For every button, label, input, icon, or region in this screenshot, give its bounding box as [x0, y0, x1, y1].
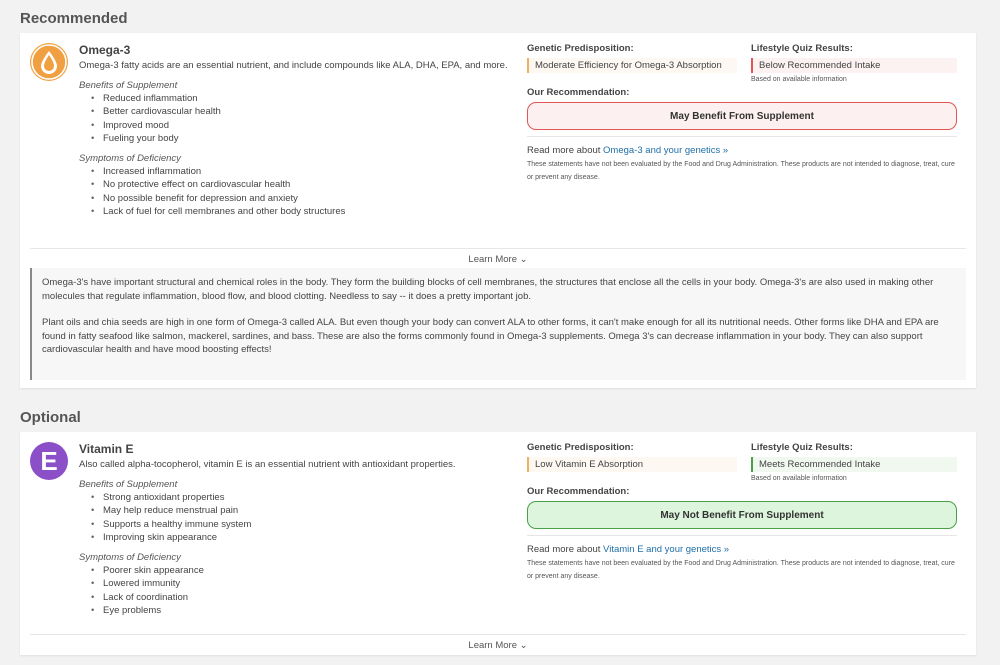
learn-more-button[interactable]: Learn More ⌄ [30, 248, 966, 268]
list-item: • Reduced inflammation [91, 92, 519, 106]
list-item: • No possible benefit for depression and anxiety [91, 192, 519, 206]
recommendation-label: Our Recommendation: [527, 486, 630, 497]
read-more-text [527, 144, 957, 157]
supplement-description: Also called alpha-tocopherol, vitamin E is an essential nutrient with antioxidant properties. [79, 459, 456, 470]
learn-more-button[interactable]: Learn More ⌄ [30, 634, 966, 655]
benefits-heading: Benefits of Supplement [79, 79, 178, 91]
genetic-label: Genetic Predisposition: [527, 43, 634, 54]
list-item: • May help reduce menstrual pain [91, 504, 519, 518]
genetic-value: Moderate Efficiency for Omega-3 Absorption [527, 58, 737, 73]
fda-disclaimer: These statements have not been evaluated by the Food and Drug Administration. These products are not intended to diagnose, treat, cure or prevent any disease. [527, 560, 955, 580]
based-on-note: Based on available information [751, 76, 847, 83]
recommendation-badge[interactable]: May Benefit From Supplement [527, 102, 957, 130]
read-more-text [527, 543, 957, 556]
symptoms-list [91, 165, 519, 219]
list-item: • Fueling your body [91, 132, 519, 146]
expanded-details [30, 268, 966, 380]
fda-disclaimer: These statements have not been evaluated by the Food and Drug Administration. These products are not intended to diagnose, treat, cure or prevent any disease. [527, 161, 955, 181]
recommendation-block [527, 87, 957, 184]
supplement-name: Vitamin E [79, 442, 134, 456]
recommendation-badge[interactable]: May Not Benefit From Supplement [527, 501, 957, 529]
assessment-panel [527, 43, 957, 193]
expanded-paragraph: Plant oils and chia seeds are high in one form of Omega-3 called ALA. But even though your body can convert ALA to other forms, it can't make enough for all its nutritional needs. Other forms like DHA and EPA are found in fatty seafood like salmon, mackerel, sardines, and bass. These are also the forms commonly found in Omega-3 supplements. Omega 3's can decrease inflammation in your body. They can also support cardiovascular health and have mood boosting effects! [42, 317, 939, 355]
lifestyle-quiz-results [751, 442, 957, 482]
benefits-heading: Benefits of Supplement [79, 478, 178, 490]
vitamin-e-icon: E [30, 442, 68, 480]
genetic-value: Low Vitamin E Absorption [527, 457, 737, 472]
expanded-paragraph: Omega-3's have important structural and chemical roles in the body. They form the building blocks of cell membranes, the structures that enclose all the cells in your body. Omega-3's are also used in making other molecules that regulate inflammation, blood flow, and blood clotting. Needless to say -- it does a pretty important job. [42, 277, 934, 302]
list-item: • No protective effect on cardiovascular health [91, 178, 519, 192]
list-item: • Poorer skin appearance [91, 564, 519, 578]
read-more-prefix: Read more about [527, 544, 604, 555]
benefits-list [91, 92, 519, 146]
list-item: • Supports a healthy immune system [91, 518, 519, 532]
lifestyle-value: Meets Recommended Intake [751, 457, 957, 472]
list-item: • Better cardiovascular health [91, 105, 519, 119]
symptoms-heading: Symptoms of Deficiency [79, 152, 181, 164]
symptoms-heading: Symptoms of Deficiency [79, 551, 181, 563]
list-item: • Lack of fuel for cell membranes and other body structures [91, 205, 519, 219]
section-title-recommended: Recommended [20, 10, 128, 27]
list-item: • Lowered immunity [91, 577, 519, 591]
genetic-label: Genetic Predisposition: [527, 442, 634, 453]
recommendation-label: Our Recommendation: [527, 87, 630, 98]
lifestyle-label: Lifestyle Quiz Results: [751, 43, 853, 54]
lifestyle-quiz-results [751, 43, 957, 83]
read-more-link[interactable]: Omega-3 and your genetics » [603, 145, 729, 156]
symptoms-list [91, 564, 519, 618]
list-item: • Improving skin appearance [91, 531, 519, 545]
divider [527, 535, 957, 536]
recommendation-block [527, 486, 957, 583]
droplet-icon [30, 43, 68, 81]
supplement-details [79, 442, 519, 618]
list-item: • Improved mood [91, 119, 519, 133]
supplement-name: Omega-3 [79, 43, 131, 57]
benefits-list [91, 491, 519, 545]
read-more-prefix: Read more about [527, 145, 604, 156]
divider [527, 136, 957, 137]
genetic-predisposition [527, 43, 737, 73]
assessment-panel [527, 442, 957, 592]
lifestyle-label: Lifestyle Quiz Results: [751, 442, 853, 453]
section-title-optional: Optional [20, 409, 81, 426]
list-item: • Increased inflammation [91, 165, 519, 179]
read-more-link[interactable]: Vitamin E and your genetics » [603, 544, 730, 555]
list-item: • Eye problems [91, 604, 519, 618]
lifestyle-value: Below Recommended Intake [751, 58, 957, 73]
supplement-details [79, 43, 519, 219]
supplement-description: Omega-3 fatty acids are an essential nutrient, and include compounds like ALA, DHA, EPA, and more. [79, 60, 508, 71]
list-item: • Lack of coordination [91, 591, 519, 605]
supplement-card-vitamin-e [20, 432, 976, 655]
genetic-predisposition [527, 442, 737, 472]
based-on-note: Based on available information [751, 475, 847, 482]
list-item: • Strong antioxidant properties [91, 491, 519, 505]
supplement-card-omega3 [20, 33, 976, 388]
